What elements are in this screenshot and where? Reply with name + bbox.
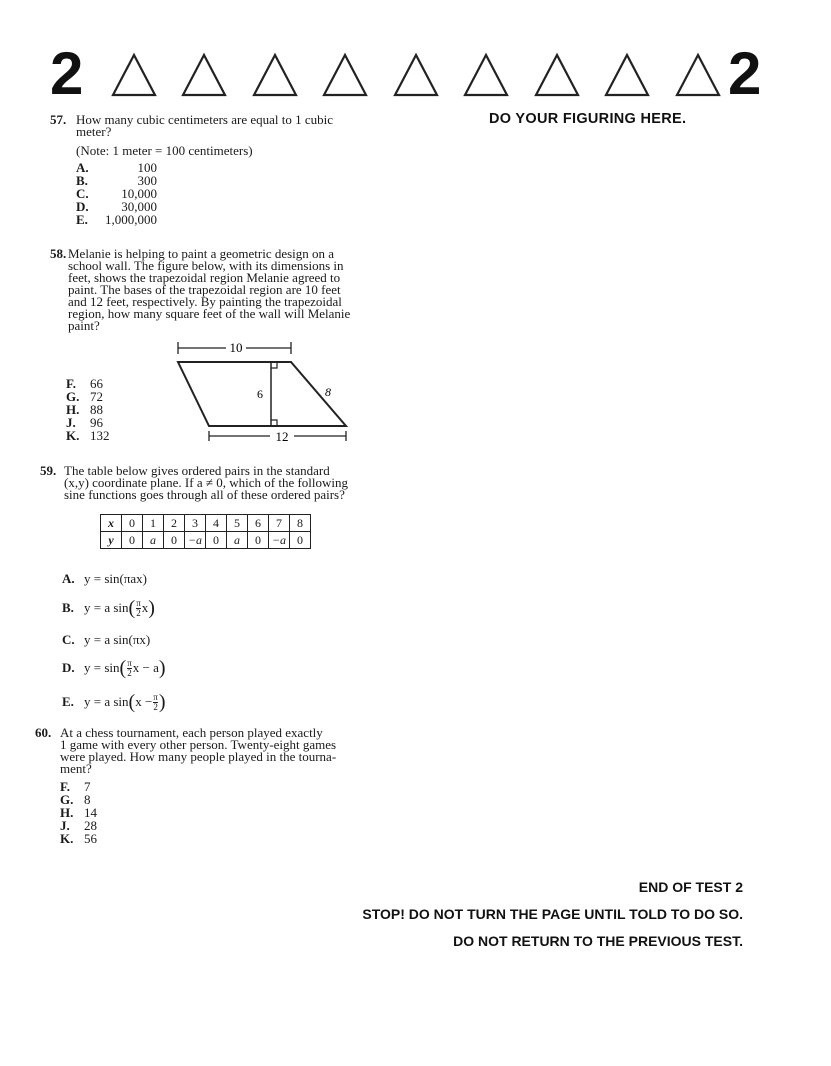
formula-text: y = sin (84, 660, 120, 675)
answer-choice[interactable]: E. y = a sin ( x − $\frac{\pi}{2}$ ) (62, 691, 166, 713)
answer-choice[interactable] (60, 833, 97, 845)
table-row-x (101, 515, 311, 532)
question-text-line: feet, shows the trapezoidal region Melanie agreed to (68, 270, 341, 285)
question-text-line: region, how many square feet of the wall will Melanie (68, 306, 351, 321)
choice-value: 132 (90, 428, 110, 443)
ordered-pairs-table (100, 514, 311, 549)
table-cell: a (143, 532, 164, 549)
question-text-line: The table below gives ordered pairs in the standard (64, 463, 330, 478)
trapezoid-top-label: 10 (229, 340, 243, 355)
question-60-text (60, 727, 336, 775)
answer-choice[interactable] (62, 571, 147, 587)
table-cell: 0 (122, 515, 143, 532)
table-cell: 0 (122, 532, 143, 549)
choice-letter: C. (62, 632, 75, 647)
table-cell: 3 (185, 515, 206, 532)
answer-choice[interactable] (66, 430, 110, 442)
triangle-icon (462, 52, 510, 98)
question-58-text (68, 248, 350, 332)
choice-letter: H. (60, 805, 74, 820)
choice-value: 56 (84, 831, 97, 846)
question-number: 60. (35, 725, 52, 740)
choice-value: 96 (90, 415, 103, 430)
table-cell: −a (185, 532, 206, 549)
question-text-line: sine functions goes through all of these ordered pairs? (64, 487, 345, 502)
question-text-line: school wall. The figure below, with its dimensions in (68, 258, 344, 273)
question-text-line: meter? (76, 124, 112, 139)
triangle-icon (110, 52, 158, 98)
table-cell: a (227, 532, 248, 549)
question-59-text (64, 465, 348, 501)
fraction: $\frac{\pi}{2}$ (153, 691, 158, 712)
table-cell: 6 (248, 515, 269, 532)
table-cell: 1 (143, 515, 164, 532)
choice-letter: J. (60, 818, 70, 833)
choice-letter: E. (76, 212, 88, 227)
choice-value: 1,000,000 (105, 212, 157, 227)
answer-choice[interactable] (62, 632, 150, 648)
choice-letter: H. (66, 402, 80, 417)
choice-letter: B. (76, 173, 88, 188)
choice-letter: F. (60, 779, 70, 794)
table-cell: 7 (269, 515, 290, 532)
no-return-instruction: DO NOT RETURN TO THE PREVIOUS TEST. (453, 933, 743, 949)
question-text-line: paint. The bases of the trapezoidal region are 10 feet (68, 282, 341, 297)
figuring-label: DO YOUR FIGURING HERE. (489, 111, 687, 127)
choice-value: 66 (90, 376, 103, 391)
table-cell: 8 (290, 515, 311, 532)
question-text-line: 1 game with every other person. Twenty-eight games (60, 737, 337, 752)
question-text-line: How many cubic centimeters are equal to 1 cubic (76, 112, 334, 127)
formula-text: y = a sin (84, 694, 129, 709)
table-cell: 0 (206, 532, 227, 549)
question-text-line: At a chess tournament, each person played exactly (60, 725, 323, 740)
trapezoid-side-label: 8 (325, 385, 331, 399)
choice-value: 72 (90, 389, 103, 404)
fraction: $\frac{\pi}{2}$ (136, 597, 141, 618)
table-header-y: y (101, 532, 122, 549)
triangle-row (110, 52, 722, 102)
table-cell: −a (269, 532, 290, 549)
question-text-line: (x,y) coordinate plane. If a ≠ 0, which of the following (64, 475, 349, 490)
answer-choice[interactable] (76, 214, 157, 226)
table-row-y (101, 532, 311, 549)
choice-letter: J. (66, 415, 76, 430)
choice-letter: B. (62, 600, 74, 615)
table-cell: 0 (290, 532, 311, 549)
triangle-icon (674, 52, 722, 98)
formula-text: y = a sin(πx) (84, 632, 151, 647)
question-57-note: (Note: 1 meter = 100 centimeters) (76, 143, 253, 158)
choice-letter: C. (76, 186, 89, 201)
trapezoid-height-label: 6 (257, 387, 263, 401)
table-cell: 0 (164, 532, 185, 549)
triangle-icon (392, 52, 440, 98)
choice-value: 10,000 (121, 186, 157, 201)
stop-instruction: STOP! DO NOT TURN THE PAGE UNTIL TOLD TO DO SO. (362, 906, 743, 922)
triangle-icon (251, 52, 299, 98)
section-number-right: 2 (728, 40, 762, 107)
formula-text: y = sin(πax) (84, 571, 147, 586)
choice-letter: D. (76, 199, 89, 214)
choice-letter: F. (66, 376, 76, 391)
table-header-x: x (101, 515, 122, 532)
answer-choice[interactable]: B. y = a sin ( $\frac{\pi}{2}$ x ) (62, 597, 155, 619)
question-number: 59. (40, 463, 57, 478)
table-cell: 4 (206, 515, 227, 532)
answer-choice[interactable]: D. y = sin ( $\frac{\pi}{2}$ x − a ) (62, 657, 166, 679)
choice-letter: A. (62, 571, 75, 586)
choice-value: 30,000 (121, 199, 157, 214)
triangle-icon (180, 52, 228, 98)
choice-letter: A. (76, 160, 89, 175)
choice-value: 28 (84, 818, 97, 833)
question-number: 57. (50, 112, 67, 127)
table-cell: 0 (248, 532, 269, 549)
fraction: $\frac{\pi}{2}$ (127, 657, 132, 678)
choice-value: 100 (137, 160, 157, 175)
choice-letter: G. (66, 389, 80, 404)
table-cell: 2 (164, 515, 185, 532)
section-number-left: 2 (50, 40, 84, 107)
trapezoid-figure (170, 340, 360, 450)
formula-rest: x (141, 600, 149, 615)
trapezoid-bottom-label: 12 (275, 429, 289, 444)
end-of-test-label: END OF TEST 2 (638, 879, 743, 895)
choice-letter: E. (62, 694, 74, 709)
choice-letter: K. (66, 428, 80, 443)
formula-rest: x − a (132, 660, 159, 675)
choice-letter: D. (62, 660, 75, 675)
choice-letter: K. (60, 831, 74, 846)
question-text-line: ment? (60, 761, 92, 776)
formula-rest: x − (135, 694, 153, 709)
triangle-icon (603, 52, 651, 98)
triangle-icon (533, 52, 581, 98)
question-text-line: and 12 feet, respectively. By painting the trapezoidal (68, 294, 342, 309)
choice-value: 300 (137, 173, 157, 188)
choice-letter: G. (60, 792, 74, 807)
formula-text: y = a sin (84, 600, 129, 615)
question-57-text (76, 114, 333, 138)
choice-value: 88 (90, 402, 103, 417)
triangle-icon (321, 52, 369, 98)
question-text-line: were played. How many people played in the tourna- (60, 749, 337, 764)
question-text-line: paint? (68, 318, 100, 333)
choice-value: 7 (84, 779, 91, 794)
choice-value: 14 (84, 805, 97, 820)
choice-value: 8 (84, 792, 91, 807)
question-number: 58. (50, 246, 67, 261)
question-text-line: Melanie is helping to paint a geometric design on a (68, 246, 335, 261)
table-cell: 5 (227, 515, 248, 532)
